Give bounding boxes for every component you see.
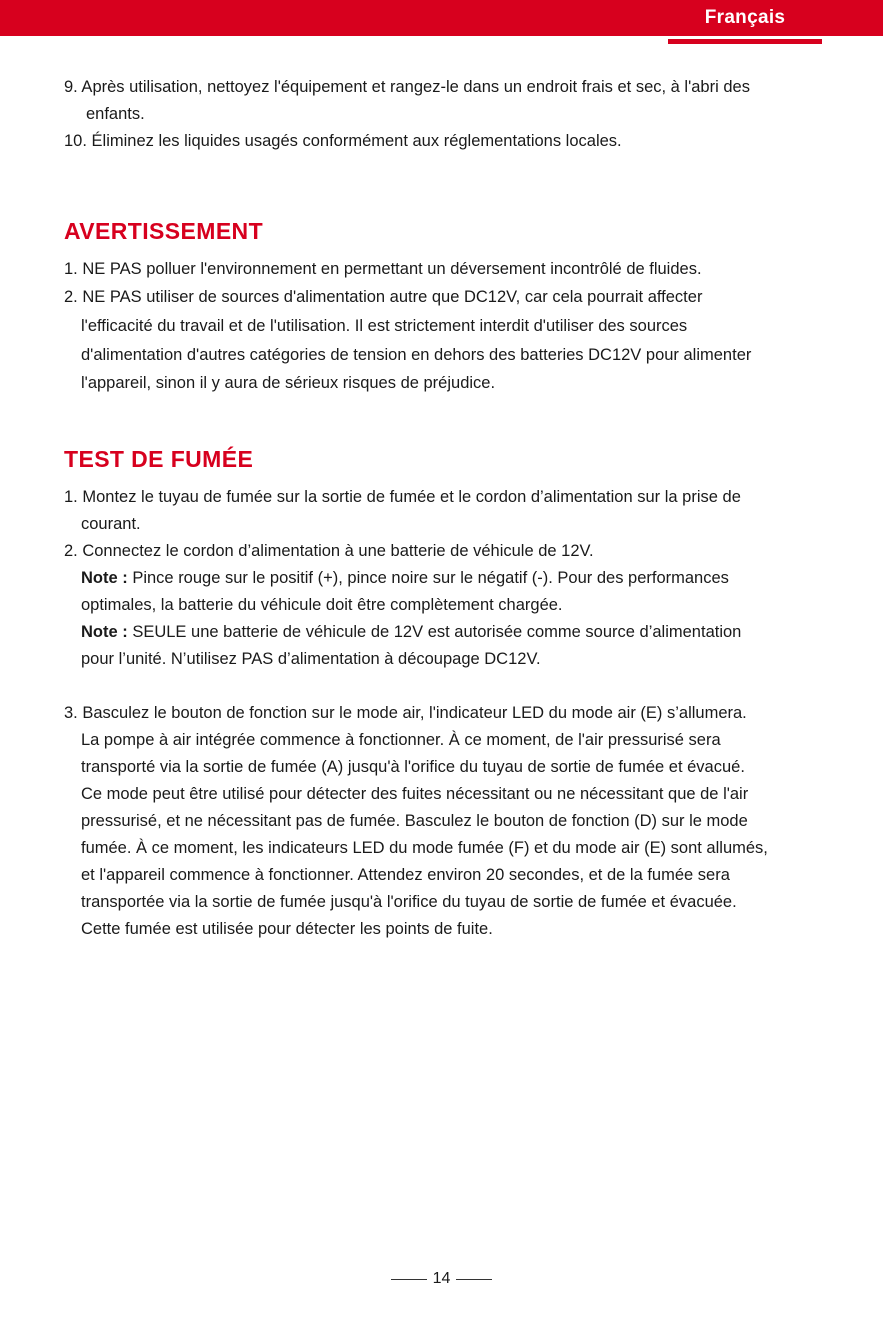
smoke-test-heading: TEST DE FUMÉE [64,446,254,472]
smoke-step-3-line-5: pressurisé, et ne nécessitant pas de fumée. Basculez le bouton de fonction (D) sur le mode [81,812,748,830]
warning-line-2: 2. NE PAS utiliser de sources d'alimentation autre que DC12V, car cela pourrait affecter [64,288,703,306]
smoke-step-2-line-1: 2. Connectez le cordon d’alimentation à une batterie de véhicule de 12V. [64,542,594,560]
smoke-step-3-line-2: La pompe à air intégrée commence à fonctionner. À ce moment, de l'air pressurisé sera [81,731,721,749]
note-1-label: Note : [81,569,128,587]
smoke-step-3-line-9: Cette fumée est utilisée pour détecter les points de fuite. [81,920,493,938]
smoke-step-1-line-2: courant. [81,515,141,533]
footer-rule-right [456,1279,492,1280]
smoke-step-3-line-7: et l'appareil commence à fonctionner. Attendez environ 20 secondes, et de la fumée sera [81,866,730,884]
language-label: Français [704,7,786,28]
note-1-line-1 [81,565,729,591]
page-number: 14 [432,1270,451,1287]
warning-line-5: l'appareil, sinon il y aura de sérieux risques de préjudice. [81,374,496,392]
smoke-step-1-line-1: 1. Montez le tuyau de fumée sur la sortie de fumée et le cordon d’alimentation sur la prise de [64,488,741,506]
note-2-text: SEULE une batterie de véhicule de 12V est autorisée comme source d’alimentation [127,623,742,641]
warning-heading: AVERTISSEMENT [64,218,264,244]
smoke-step-3-line-3: transporté via la sortie de fumée (A) jusqu'à l'orifice du tuyau de sortie de fumée et évacué. [81,758,745,776]
footer-rule-left [391,1279,427,1280]
note-2-line-2: pour l’unité. N’utilisez PAS d’alimentation à découpage DC12V. [81,650,541,668]
note-2-label: Note : [81,623,128,641]
warning-line-4: d'alimentation d'autres catégories de tension en dehors des batteries DC12V pour alimenter [81,346,752,364]
note-2-line-1 [81,619,741,645]
smoke-step-3-line-6: fumée. À ce moment, les indicateurs LED du mode fumée (F) et du mode air (E) sont allumés, [81,839,768,857]
smoke-step-3-line-1: 3. Basculez le bouton de fonction sur le mode air, l'indicateur LED du mode air (E) s’allumera. [64,704,747,722]
warning-line-3: l'efficacité du travail et de l'utilisation. Il est strictement interdit d'utiliser des sources [81,317,688,335]
smoke-step-3-line-8: transportée via la sortie de fumée jusqu'à l'orifice du tuyau de sortie de fumée et évacuée. [81,893,737,911]
page-footer [0,1266,883,1292]
smoke-step-3-line-4: Ce mode peut être utilisé pour détecter des fuites nécessitant ou ne nécessitant que de l'air [81,785,749,803]
intro-item-9-line-1: 9. Après utilisation, nettoyez l'équipement et rangez-le dans un endroit frais et sec, à l'abri des [64,78,750,96]
intro-item-9-line-2: enfants. [86,105,145,123]
language-tab-gap [668,36,822,39]
warning-line-1: 1. NE PAS polluer l'environnement en permettant un déversement incontrôlé de fluides. [64,260,702,278]
note-1-text: Pince rouge sur le positif (+), pince noire sur le négatif (-). Pour des performances [127,569,729,587]
note-1-line-2: optimales, la batterie du véhicule doit être complètement chargée. [81,596,563,614]
intro-item-10: 10. Éliminez les liquides usagés conformément aux réglementations locales. [64,132,622,150]
